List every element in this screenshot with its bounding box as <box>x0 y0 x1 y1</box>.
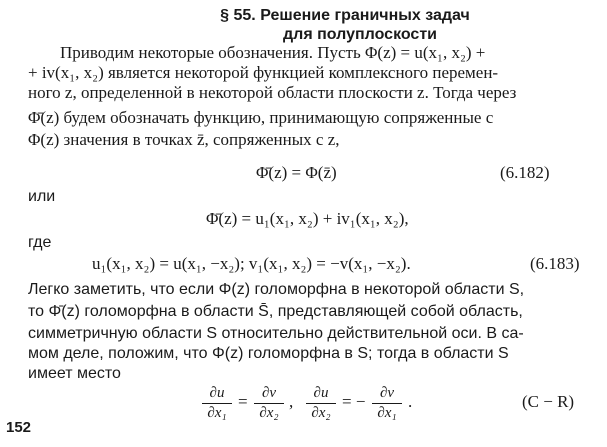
paragraph-1-line-5: Φ(z) значения в точках z̄, сопряженных с z, <box>28 130 340 149</box>
fraction-du-dx2: ∂u ∂x₂ <box>304 385 338 422</box>
paragraph-2-line-1: Легко заметить, что если Φ(z) голоморфна в некоторой области S, <box>28 281 525 298</box>
paragraph-2-line-5: имеет место <box>28 365 121 382</box>
page-number: 152 <box>6 419 32 436</box>
paragraph-2-line-3: симметричную области S относительно действительной оси. В са- <box>28 325 524 342</box>
equation-6-182: Φ̄(z) = Φ(z̄) <box>256 163 337 182</box>
equation-number-6-183: (6.183) <box>530 254 580 273</box>
paragraph-1-line-3: ного z, определенной в некоторой области плоскости z. Тогда через <box>28 83 517 102</box>
equation-number-6-182: (6.182) <box>500 163 550 182</box>
paragraph-1-line-4: Φ̄(z) будем обозначать функцию, принимающую сопряженные с <box>28 108 494 127</box>
section-heading <box>200 6 490 44</box>
comma-separator: , <box>289 392 294 411</box>
fraction-dv-dx2: ∂v ∂x₂ <box>252 385 286 422</box>
paragraph-1-line-2: + iv(x₁, x₂) является некоторой функцией комплексного перемен- <box>28 63 499 82</box>
equation-phi-bar: Φ̄(z) = u₁(x₁, x₂) + iv₁(x₁, x₂), <box>206 209 409 228</box>
equation-6-183: u₁(x₁, x₂) = u(x₁, −x₂); v₁(x₁, x₂) = −v(x₁, −x₂). <box>92 254 411 273</box>
period-end: . <box>408 392 413 411</box>
word-ili: или <box>28 188 56 205</box>
paragraph-2-line-2: то Φ̄(z) голоморфна в области S̄, представляющей собой область, <box>28 303 523 320</box>
equation-number-cr: (C − R) <box>522 392 575 411</box>
equals-sign-1: = <box>238 392 248 411</box>
fraction-du-dx1: ∂u ∂x₁ <box>200 385 234 422</box>
paragraph-1-line-1: Приводим некоторые обозначения. Пусть Φ(z) = u(x₁, x₂) + <box>60 43 486 62</box>
section-heading-line-2: для полуплоскости <box>283 26 437 43</box>
paragraph-2-line-4: мом деле, положим, что Φ(z) голоморфна в S; тогда в области S <box>28 345 509 362</box>
fraction-dv-dx1: ∂v ∂x₁ <box>370 385 404 422</box>
word-gde: где <box>28 234 52 251</box>
section-heading-line-1: § 55. Решение граничных задач <box>220 7 470 24</box>
equals-minus-sign: = − <box>342 392 366 411</box>
